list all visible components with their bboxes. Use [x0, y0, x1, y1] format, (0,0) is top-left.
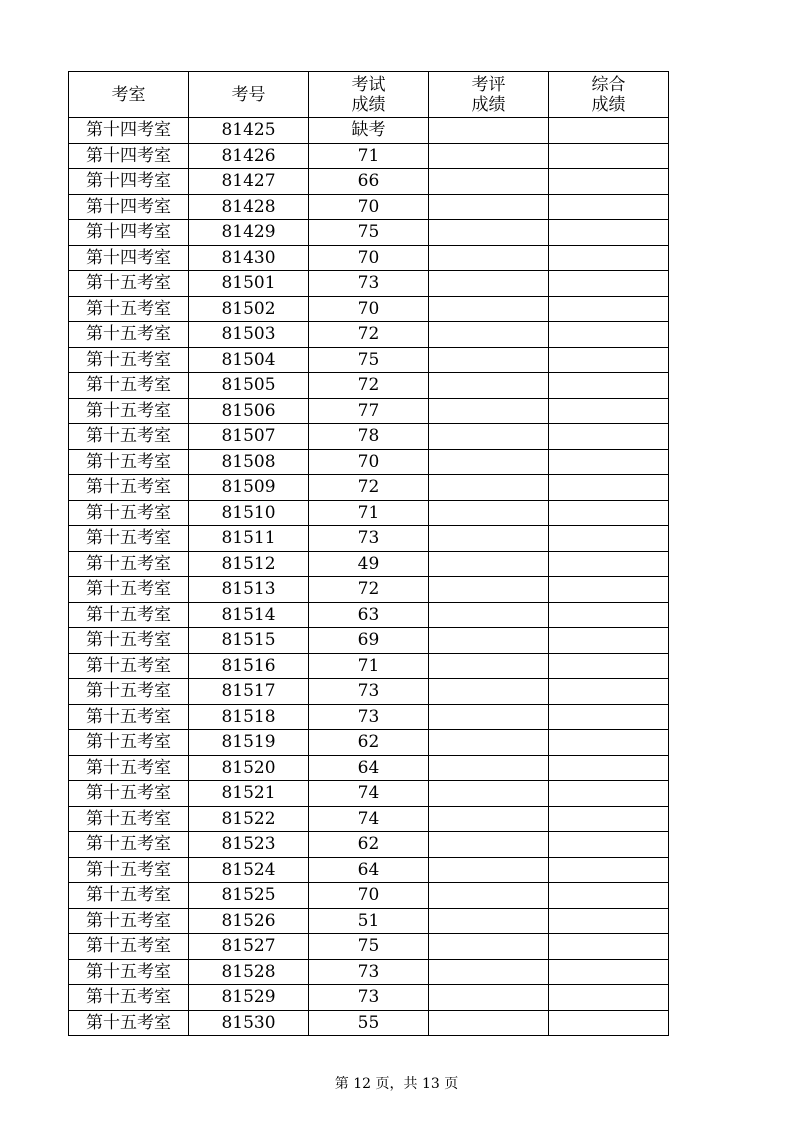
cell-exam-number: 81517 — [189, 679, 309, 705]
cell-written-score: 74 — [309, 781, 429, 807]
cell-written-score: 73 — [309, 959, 429, 985]
cell-room: 第十五考室 — [69, 832, 189, 858]
cell-room: 第十五考室 — [69, 959, 189, 985]
cell-total-score — [549, 628, 669, 654]
table-row — [69, 449, 669, 475]
cell-exam-number: 81525 — [189, 883, 309, 909]
header-row — [69, 72, 669, 118]
cell-total-score — [549, 883, 669, 909]
table-row — [69, 347, 669, 373]
cell-written-score: 73 — [309, 526, 429, 552]
cell-exam-number: 81522 — [189, 806, 309, 832]
cell-evaluation-score — [429, 934, 549, 960]
cell-total-score — [549, 959, 669, 985]
table-row — [69, 628, 669, 654]
cell-evaluation-score — [429, 883, 549, 909]
cell-total-score — [549, 934, 669, 960]
cell-room: 第十五考室 — [69, 908, 189, 934]
cell-room: 第十五考室 — [69, 679, 189, 705]
cell-written-score: 70 — [309, 245, 429, 271]
cell-total-score — [549, 373, 669, 399]
table-row — [69, 985, 669, 1011]
cell-evaluation-score — [429, 781, 549, 807]
cell-exam-number: 81504 — [189, 347, 309, 373]
cell-written-score: 64 — [309, 755, 429, 781]
cell-total-score — [549, 857, 669, 883]
cell-room: 第十五考室 — [69, 373, 189, 399]
cell-evaluation-score — [429, 653, 549, 679]
cell-room: 第十四考室 — [69, 118, 189, 144]
cell-exam-number: 81530 — [189, 1010, 309, 1036]
cell-total-score — [549, 398, 669, 424]
cell-written-score: 72 — [309, 373, 429, 399]
header-evaluation-score-line1: 考评 — [471, 74, 506, 95]
cell-exam-number: 81501 — [189, 271, 309, 297]
header-total-score-line2: 成绩 — [591, 94, 626, 115]
header-evaluation-score — [429, 72, 549, 118]
table-row — [69, 551, 669, 577]
cell-exam-number: 81425 — [189, 118, 309, 144]
cell-evaluation-score — [429, 143, 549, 169]
cell-room: 第十五考室 — [69, 577, 189, 603]
table-row — [69, 322, 669, 348]
header-written-score-line1: 考试 — [351, 74, 386, 95]
cell-room: 第十四考室 — [69, 194, 189, 220]
cell-exam-number: 81520 — [189, 755, 309, 781]
cell-written-score: 62 — [309, 730, 429, 756]
cell-evaluation-score — [429, 118, 549, 144]
cell-evaluation-score — [429, 577, 549, 603]
cell-written-score: 75 — [309, 934, 429, 960]
table-row — [69, 220, 669, 246]
table-row — [69, 169, 669, 195]
cell-exam-number: 81509 — [189, 475, 309, 501]
cell-exam-number: 81528 — [189, 959, 309, 985]
cell-room: 第十四考室 — [69, 220, 189, 246]
cell-room: 第十五考室 — [69, 526, 189, 552]
cell-written-score: 70 — [309, 883, 429, 909]
cell-exam-number: 81502 — [189, 296, 309, 322]
cell-room: 第十四考室 — [69, 143, 189, 169]
cell-exam-number: 81428 — [189, 194, 309, 220]
cell-written-score: 缺考 — [309, 118, 429, 144]
cell-room: 第十五考室 — [69, 424, 189, 450]
cell-total-score — [549, 704, 669, 730]
cell-exam-number: 81518 — [189, 704, 309, 730]
cell-written-score: 66 — [309, 169, 429, 195]
cell-written-score: 73 — [309, 985, 429, 1011]
cell-exam-number: 81526 — [189, 908, 309, 934]
cell-exam-number: 81523 — [189, 832, 309, 858]
cell-room: 第十五考室 — [69, 730, 189, 756]
cell-exam-number: 81516 — [189, 653, 309, 679]
cell-total-score — [549, 679, 669, 705]
table-row — [69, 908, 669, 934]
table-header — [69, 72, 669, 118]
cell-evaluation-score — [429, 832, 549, 858]
cell-total-score — [549, 577, 669, 603]
score-table — [68, 71, 669, 1036]
cell-written-score: 71 — [309, 143, 429, 169]
table-row — [69, 143, 669, 169]
cell-evaluation-score — [429, 347, 549, 373]
table-row — [69, 475, 669, 501]
cell-total-score — [549, 500, 669, 526]
cell-room: 第十五考室 — [69, 653, 189, 679]
cell-written-score: 70 — [309, 449, 429, 475]
table-row — [69, 602, 669, 628]
cell-evaluation-score — [429, 908, 549, 934]
cell-room: 第十五考室 — [69, 449, 189, 475]
cell-written-score: 55 — [309, 1010, 429, 1036]
table-row — [69, 781, 669, 807]
cell-evaluation-score — [429, 526, 549, 552]
cell-exam-number: 81429 — [189, 220, 309, 246]
cell-total-score — [549, 271, 669, 297]
cell-written-score: 75 — [309, 220, 429, 246]
cell-written-score: 72 — [309, 322, 429, 348]
cell-evaluation-score — [429, 322, 549, 348]
cell-written-score: 70 — [309, 194, 429, 220]
table-row — [69, 1010, 669, 1036]
cell-written-score: 73 — [309, 679, 429, 705]
header-evaluation-score-line2: 成绩 — [471, 94, 506, 115]
table-row — [69, 118, 669, 144]
cell-room: 第十五考室 — [69, 398, 189, 424]
cell-total-score — [549, 551, 669, 577]
cell-evaluation-score — [429, 704, 549, 730]
cell-exam-number: 81515 — [189, 628, 309, 654]
table-row — [69, 500, 669, 526]
cell-evaluation-score — [429, 475, 549, 501]
cell-evaluation-score — [429, 220, 549, 246]
cell-written-score: 49 — [309, 551, 429, 577]
table-row — [69, 424, 669, 450]
cell-exam-number: 81521 — [189, 781, 309, 807]
cell-total-score — [549, 832, 669, 858]
cell-total-score — [549, 602, 669, 628]
cell-exam-number: 81512 — [189, 551, 309, 577]
cell-evaluation-score — [429, 500, 549, 526]
cell-room: 第十五考室 — [69, 985, 189, 1011]
cell-total-score — [549, 322, 669, 348]
cell-evaluation-score — [429, 755, 549, 781]
cell-exam-number: 81506 — [189, 398, 309, 424]
cell-evaluation-score — [429, 1010, 549, 1036]
cell-room: 第十五考室 — [69, 271, 189, 297]
cell-total-score — [549, 730, 669, 756]
header-room: 考室 — [69, 72, 189, 118]
cell-written-score: 73 — [309, 271, 429, 297]
cell-written-score: 51 — [309, 908, 429, 934]
table-row — [69, 883, 669, 909]
cell-room: 第十五考室 — [69, 475, 189, 501]
cell-total-score — [549, 526, 669, 552]
cell-evaluation-score — [429, 679, 549, 705]
cell-exam-number: 81513 — [189, 577, 309, 603]
table-row — [69, 832, 669, 858]
header-written-score — [309, 72, 429, 118]
cell-written-score: 75 — [309, 347, 429, 373]
cell-total-score — [549, 118, 669, 144]
cell-written-score: 63 — [309, 602, 429, 628]
header-total-score — [549, 72, 669, 118]
cell-exam-number: 81527 — [189, 934, 309, 960]
cell-written-score: 71 — [309, 653, 429, 679]
cell-total-score — [549, 143, 669, 169]
cell-room: 第十五考室 — [69, 500, 189, 526]
cell-evaluation-score — [429, 245, 549, 271]
cell-exam-number: 81510 — [189, 500, 309, 526]
cell-evaluation-score — [429, 628, 549, 654]
table-row — [69, 194, 669, 220]
cell-total-score — [549, 449, 669, 475]
page-number-footer: 第 12 页，共 13 页 — [334, 1076, 459, 1092]
cell-exam-number: 81507 — [189, 424, 309, 450]
cell-room: 第十四考室 — [69, 245, 189, 271]
table-row — [69, 526, 669, 552]
cell-written-score: 74 — [309, 806, 429, 832]
cell-written-score: 73 — [309, 704, 429, 730]
cell-room: 第十五考室 — [69, 755, 189, 781]
cell-written-score: 62 — [309, 832, 429, 858]
cell-room: 第十五考室 — [69, 704, 189, 730]
table-body — [69, 118, 669, 1036]
cell-written-score: 71 — [309, 500, 429, 526]
cell-exam-number: 81503 — [189, 322, 309, 348]
cell-evaluation-score — [429, 602, 549, 628]
table-row — [69, 245, 669, 271]
table-row — [69, 959, 669, 985]
cell-room: 第十五考室 — [69, 781, 189, 807]
header-total-score-line1: 综合 — [591, 74, 626, 95]
cell-exam-number: 81524 — [189, 857, 309, 883]
cell-total-score — [549, 781, 669, 807]
cell-written-score: 77 — [309, 398, 429, 424]
table-row — [69, 398, 669, 424]
table-row — [69, 653, 669, 679]
cell-evaluation-score — [429, 169, 549, 195]
cell-total-score — [549, 653, 669, 679]
cell-room: 第十五考室 — [69, 602, 189, 628]
cell-evaluation-score — [429, 271, 549, 297]
cell-exam-number: 81427 — [189, 169, 309, 195]
table-row — [69, 755, 669, 781]
cell-room: 第十四考室 — [69, 169, 189, 195]
cell-total-score — [549, 169, 669, 195]
cell-room: 第十五考室 — [69, 883, 189, 909]
cell-exam-number: 81508 — [189, 449, 309, 475]
cell-exam-number: 81430 — [189, 245, 309, 271]
cell-total-score — [549, 296, 669, 322]
cell-room: 第十五考室 — [69, 806, 189, 832]
table-row — [69, 730, 669, 756]
cell-evaluation-score — [429, 449, 549, 475]
cell-exam-number: 81514 — [189, 602, 309, 628]
cell-room: 第十五考室 — [69, 296, 189, 322]
cell-exam-number: 81426 — [189, 143, 309, 169]
table-row — [69, 679, 669, 705]
cell-total-score — [549, 194, 669, 220]
cell-evaluation-score — [429, 373, 549, 399]
cell-evaluation-score — [429, 806, 549, 832]
cell-total-score — [549, 347, 669, 373]
cell-evaluation-score — [429, 296, 549, 322]
cell-written-score: 64 — [309, 857, 429, 883]
cell-evaluation-score — [429, 985, 549, 1011]
cell-total-score — [549, 424, 669, 450]
cell-evaluation-score — [429, 424, 549, 450]
cell-exam-number: 81529 — [189, 985, 309, 1011]
cell-evaluation-score — [429, 959, 549, 985]
header-written-score-line2: 成绩 — [351, 94, 386, 115]
table-row — [69, 577, 669, 603]
cell-written-score: 69 — [309, 628, 429, 654]
table-row — [69, 806, 669, 832]
table-row — [69, 373, 669, 399]
cell-evaluation-score — [429, 194, 549, 220]
cell-room: 第十五考室 — [69, 347, 189, 373]
cell-exam-number: 81505 — [189, 373, 309, 399]
table-row — [69, 704, 669, 730]
cell-room: 第十五考室 — [69, 322, 189, 348]
cell-room: 第十五考室 — [69, 934, 189, 960]
table-row — [69, 296, 669, 322]
cell-written-score: 72 — [309, 577, 429, 603]
cell-total-score — [549, 755, 669, 781]
table-row — [69, 934, 669, 960]
cell-total-score — [549, 985, 669, 1011]
cell-exam-number: 81511 — [189, 526, 309, 552]
cell-evaluation-score — [429, 857, 549, 883]
cell-exam-number: 81519 — [189, 730, 309, 756]
cell-room: 第十五考室 — [69, 1010, 189, 1036]
cell-total-score — [549, 1010, 669, 1036]
cell-total-score — [549, 908, 669, 934]
table-row — [69, 857, 669, 883]
cell-evaluation-score — [429, 398, 549, 424]
cell-written-score: 72 — [309, 475, 429, 501]
table-row — [69, 271, 669, 297]
cell-room: 第十五考室 — [69, 551, 189, 577]
header-exam-number: 考号 — [189, 72, 309, 118]
cell-written-score: 78 — [309, 424, 429, 450]
cell-evaluation-score — [429, 730, 549, 756]
cell-total-score — [549, 245, 669, 271]
cell-evaluation-score — [429, 551, 549, 577]
cell-total-score — [549, 220, 669, 246]
cell-written-score: 70 — [309, 296, 429, 322]
cell-total-score — [549, 475, 669, 501]
cell-room: 第十五考室 — [69, 628, 189, 654]
cell-room: 第十五考室 — [69, 857, 189, 883]
cell-total-score — [549, 806, 669, 832]
